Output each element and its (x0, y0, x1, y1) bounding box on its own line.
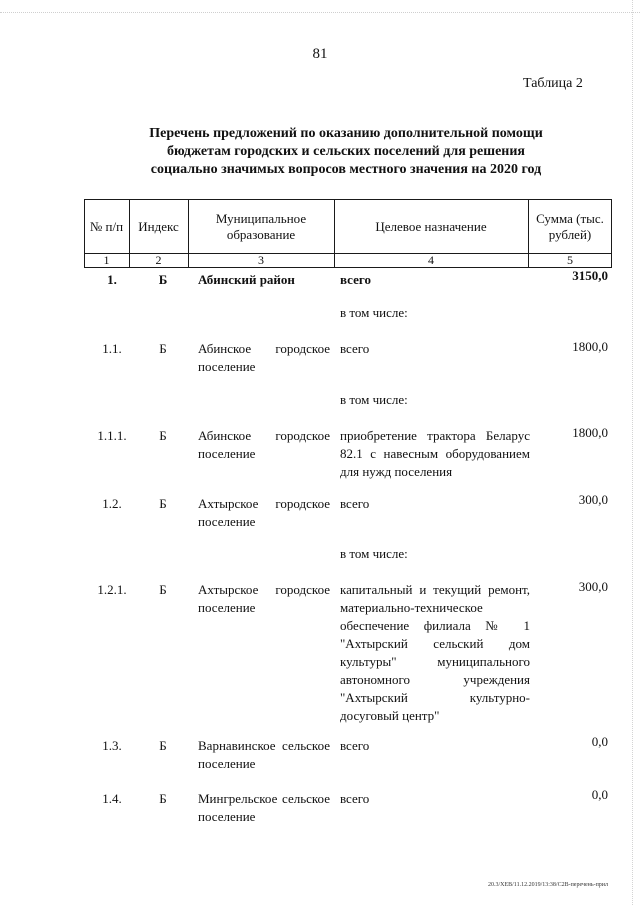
row-municipality: Варнавинское сельское поселение (198, 738, 330, 771)
header-purpose: Целевое назначение (375, 218, 487, 234)
document-title (98, 125, 594, 179)
row-number: 1.1. (102, 341, 122, 356)
row-number: 1.4. (102, 791, 122, 806)
header-no: № п/п (89, 218, 124, 234)
row-subtitle: в том числе: (340, 546, 408, 561)
title-line: Перечень предложений по оказанию дополнительной помощи (149, 126, 543, 141)
row-number: 1.3. (102, 738, 122, 753)
row-index: Б (159, 791, 167, 806)
row-municipality: Абинское городское поселение (198, 341, 330, 374)
row-purpose: приобретение трактора Беларус 82.1 с навесным оборудованием для нужд поселения (340, 428, 530, 479)
row-municipality: Ахтырское городское поселение (198, 496, 330, 529)
row-number: 1.2.1. (97, 582, 127, 597)
header-municipality: Муниципальное образование (215, 210, 307, 242)
row-sum: 3150,0 (572, 268, 608, 283)
row-municipality: Абинское городское поселение (198, 428, 330, 461)
row-index: Б (159, 341, 167, 356)
column-number: 2 (155, 253, 162, 267)
row-municipality: Ахтырское городское поселение (198, 582, 330, 615)
scan-edge-right (632, 0, 636, 905)
footer-stamp: 20.3/ХЕВ/11.12.2019/13:38/С2В-перечень-прил (487, 882, 608, 888)
column-number: 1 (103, 253, 110, 267)
title-line: социально значимых вопросов местного значения на 2020 год (150, 162, 542, 177)
row-index: Б (158, 272, 168, 287)
row-sum: 300,0 (578, 579, 608, 594)
row-index: Б (159, 428, 167, 443)
table-label: Таблица 2 (523, 76, 583, 91)
row-sum: 0,0 (591, 787, 608, 802)
row-sum: 0,0 (591, 734, 608, 749)
row-sum: 300,0 (578, 492, 608, 507)
row-purpose: всего (340, 738, 370, 753)
row-purpose: всего (340, 496, 370, 511)
row-number: 1.2. (102, 496, 122, 511)
column-number: 4 (428, 253, 434, 267)
row-index: Б (159, 738, 167, 753)
row-purpose: всего (340, 341, 370, 356)
row-purpose: всего (340, 272, 371, 287)
row-purpose: капитальный и текущий ремонт, материально-техническое обеспечение филиала № 1 "Ахтырский сельский дом культуры" муниципального автономного учреждения "Ахтырский культурно-досуговый центр" (340, 582, 530, 723)
row-number: 1. (107, 272, 117, 287)
row-sum: 1800,0 (572, 339, 608, 354)
row-index: Б (159, 496, 167, 511)
row-purpose: всего (340, 791, 370, 806)
row-index: Б (159, 582, 167, 597)
header-sum: Сумма (тыс. рублей) (536, 210, 604, 242)
row-subtitle: в том числе: (340, 392, 408, 407)
title-line: бюджетам городских и сельских поселений для решения (166, 144, 526, 159)
row-municipality: Мингрельское сельское поселение (198, 791, 330, 824)
row-sum: 1800,0 (572, 425, 608, 440)
row-municipality: Абинский район (198, 272, 295, 287)
scan-edge-top (0, 0, 640, 13)
column-number: 5 (567, 253, 573, 267)
row-subtitle: в том числе: (340, 305, 408, 320)
column-number: 3 (258, 253, 264, 267)
row-number: 1.1.1. (97, 428, 127, 443)
header-index: Индекс (138, 218, 179, 234)
page-number: 81 (312, 46, 328, 62)
